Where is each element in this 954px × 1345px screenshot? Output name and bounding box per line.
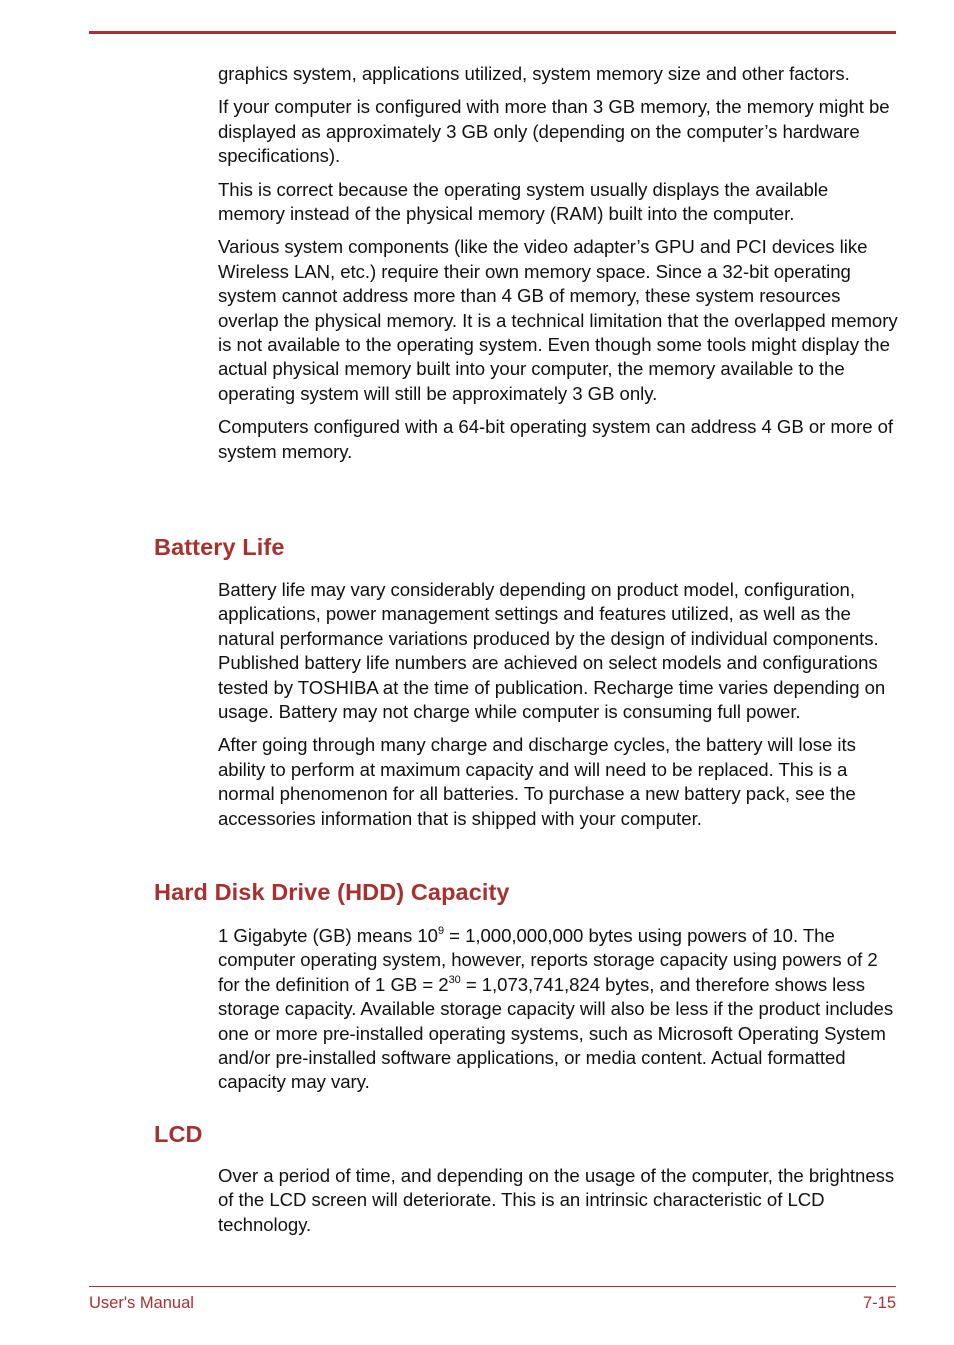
- hdd-capacity-heading: Hard Disk Drive (HDD) Capacity: [154, 879, 510, 905]
- footer-page-number: 7-15: [862, 1294, 896, 1312]
- intro-paragraph: If your computer is configured with more than 3 GB memory, the memory might be displayed as approximately 3 GB only (depending on the computer’s hardware specifications).: [218, 96, 890, 167]
- battery-paragraph: Battery life may vary considerably depending on product model, configuration, applications, power management settings and features utilized, as well as the natural performance variations produced by the design of individual components. Published battery life numbers are achieved on select models and configurations tested by TOSHIBA at the time of publication. Recharge time varies depending on usage. Battery may not charge while computer is consuming full power.: [218, 579, 886, 723]
- exponent-9: 9: [437, 925, 445, 937]
- battery-life-heading: Battery Life: [154, 534, 285, 560]
- intro-paragraph: Various system components (like the video adapter’s GPU and PCI devices like Wireless LAN, etc.) require their own memory space. Since a 32-bit operating system cannot address more than 4 GB of memory, these system resources overlap the physical memory. It is a technical limitation that the overlapped memory is not available to the operating system. Even though some tools might display the actual physical memory built into your computer, the memory available to the operating system will still be approximately 3 GB only.: [218, 236, 898, 404]
- battery-paragraph: After going through many charge and discharge cycles, the battery will lose its ability to perform at maximum capacity and will need to be replaced. This is a normal phenomenon for all batteries. To purchase a new battery pack, see the accessories information that is shipped with your computer.: [218, 734, 856, 829]
- header-rule: [89, 31, 896, 34]
- hdd-capacity-section: [218, 924, 898, 1104]
- hdd-text-part: = 1,073,741,824 bytes, and therefore shows less storage capacity. Available storage capacity will also be less if the product includes one or more pre-installed operating systems, such as Microsoft Operating System and/or pre-installed software applications, or media content. Actual formatted capacity may vary.: [218, 973, 894, 1093]
- hdd-paragraph: [218, 924, 898, 1095]
- hdd-text-part: 1 Gigabyte (GB) means 10: [218, 925, 438, 946]
- footer-manual-title: User's Manual: [89, 1294, 194, 1312]
- intro-section: [218, 62, 898, 473]
- lcd-heading: LCD: [154, 1121, 203, 1147]
- intro-paragraph: Computers configured with a 64-bit operating system can address 4 GB or more of system memory.: [218, 416, 894, 462]
- footer-rule: [89, 1286, 896, 1287]
- hdd-text-part: = 1,000,000,000 bytes using powers of 10. The computer operating system, however, reports storage capacity using powers of 2 for the definition of 1 GB = 2: [218, 925, 878, 995]
- battery-life-section: [218, 578, 898, 840]
- intro-paragraph: graphics system, applications utilized, system memory size and other factors.: [218, 63, 850, 84]
- lcd-paragraph: Over a period of time, and depending on the usage of the computer, the brightness of the LCD screen will deteriorate. This is an intrinsic characteristic of LCD technology.: [218, 1165, 895, 1235]
- exponent-30: 30: [448, 973, 461, 986]
- intro-paragraph: This is correct because the operating system usually displays the available memory instead of the physical memory (RAM) built into the computer.: [218, 178, 829, 225]
- lcd-section: [218, 1164, 898, 1246]
